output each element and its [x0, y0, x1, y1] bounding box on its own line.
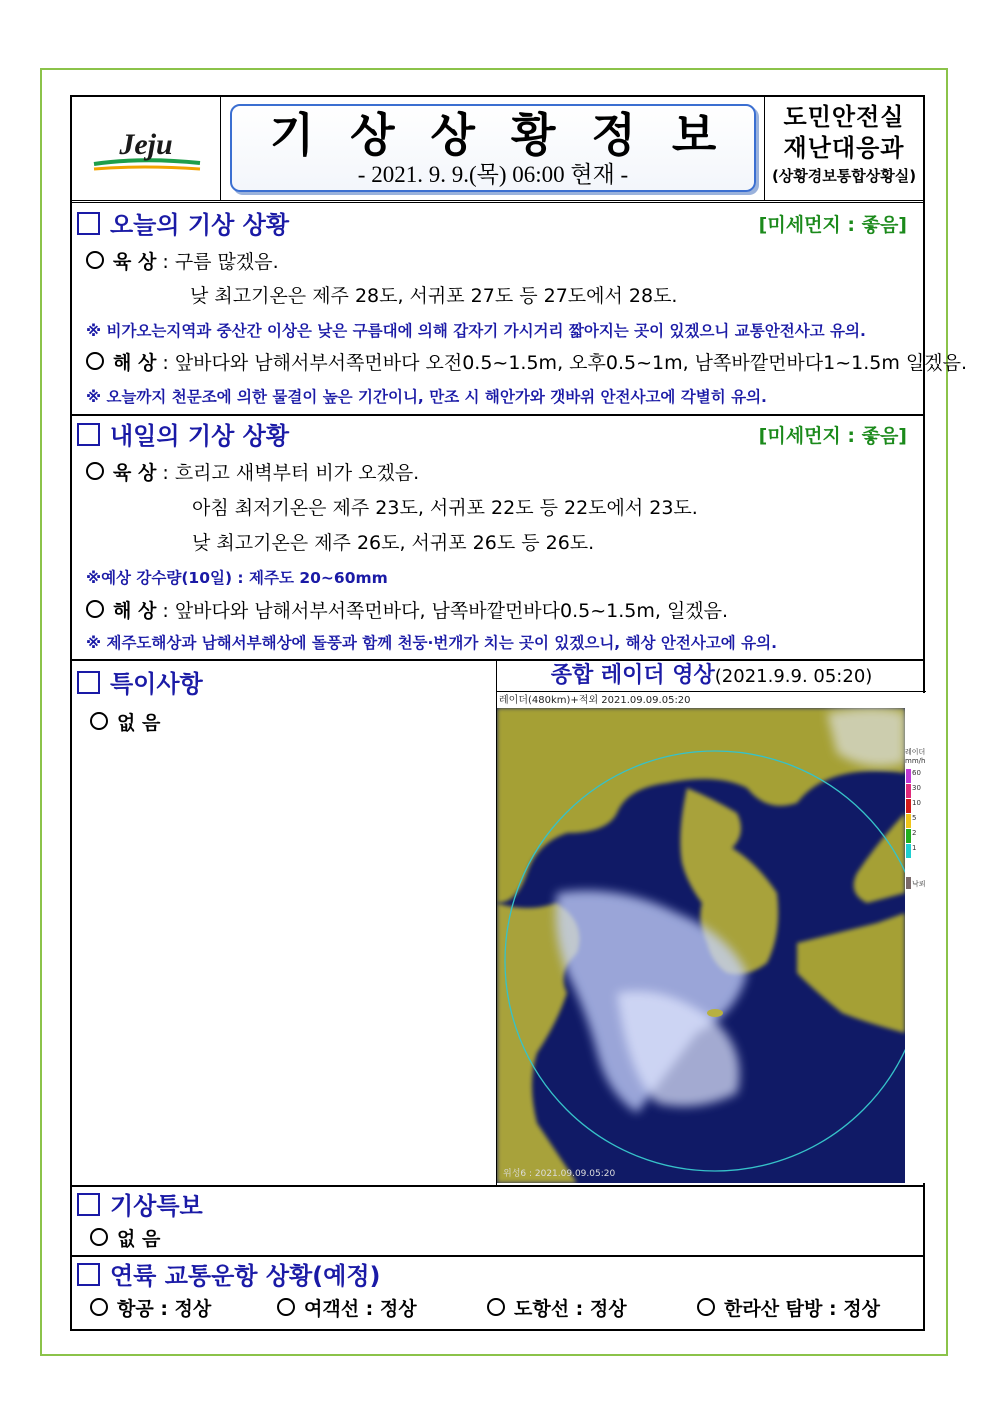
tomorrow-sea: 해 상 : 앞바다와 남해서부서쪽먼바다, 남쪽바깥먼바다0.5~1.5m, 일겠음. — [86, 597, 728, 625]
legend-value: 1 — [912, 844, 917, 852]
tomorrow-land-label: 육 상 — [113, 462, 157, 484]
report-header — [72, 97, 923, 203]
radar-panel — [496, 661, 926, 1185]
checkbox-icon — [77, 1193, 100, 1216]
legend-lightning: 낙뢰 — [912, 880, 926, 888]
warning-title-text: 기상특보 — [110, 1192, 203, 1220]
logo-text: Jeju — [119, 128, 173, 161]
special-item — [90, 709, 160, 737]
radar-legend — [905, 693, 926, 1183]
checkbox-icon — [77, 671, 100, 694]
checkbox-icon — [77, 212, 100, 235]
traffic-ferry-text: 여객선 : 정상 — [304, 1298, 417, 1320]
legend-swatch — [906, 769, 911, 783]
special-item-text: 없 음 — [117, 712, 161, 734]
traffic-section — [72, 1257, 923, 1329]
jeju-logo — [72, 97, 221, 200]
warning-item — [90, 1225, 160, 1253]
legend-value: 5 — [912, 814, 917, 822]
radar-title — [497, 661, 926, 692]
legend-swatch — [906, 877, 911, 889]
radar-image — [497, 693, 905, 1183]
traffic-ferry — [277, 1295, 417, 1323]
circle-bullet-icon — [487, 1298, 505, 1316]
legend-swatch — [906, 784, 911, 798]
special-title-text: 특이사항 — [110, 670, 203, 698]
traffic-title-text: 연륙 교통운항 상황(예정) — [110, 1262, 381, 1290]
tomorrow-title — [77, 421, 289, 451]
tomorrow-land-line3: 낮 최고기온은 제주 26도, 서귀포 26도 등 26도. — [192, 532, 595, 554]
legend-value: 10 — [912, 799, 921, 807]
tomorrow-rain-note: ※예상 강수량(10일) : 제주도 20~60mm — [86, 569, 388, 587]
jeju-logo-icon — [72, 97, 220, 200]
report-title: 기상상황정보 — [269, 109, 753, 161]
report-date: - 2021. 9. 9.(목) 06:00 현재 - — [357, 162, 629, 187]
circle-bullet-icon — [697, 1298, 715, 1316]
circle-bullet-icon — [277, 1298, 295, 1316]
legend-value: 60 — [912, 769, 921, 777]
today-title — [77, 210, 289, 240]
legend-value: 30 — [912, 784, 921, 792]
special-radar-section — [72, 661, 926, 1187]
checkbox-icon — [77, 1263, 100, 1286]
circle-bullet-icon — [86, 462, 104, 480]
today-sea: 해 상 : 앞바다와 남해서부서쪽먼바다 오전0.5~1.5m, 오후0.5~1m, 남쪽바깥먼바다1~1.5m 일겠음. — [86, 349, 967, 377]
today-land-label: 육 상 — [113, 251, 157, 273]
today-land-line1: 구름 많겠음. — [174, 251, 279, 273]
warning-item-text: 없 음 — [117, 1228, 161, 1250]
tomorrow-land-line1: 흐리고 새벽부터 비가 오겠음. — [174, 462, 420, 484]
traffic-title — [77, 1261, 381, 1291]
warning-section — [72, 1187, 923, 1257]
legend-swatch — [906, 799, 911, 813]
today-note2: ※ 오늘까지 천문조에 의한 물결이 높은 기간이니, 만조 시 해안가와 갯바위 안전사고에 각별히 유의. — [86, 388, 767, 406]
today-land-line2: 낮 최고기온은 제주 28도, 서귀포 27도 등 27도에서 28도. — [190, 285, 678, 307]
circle-bullet-icon — [86, 251, 104, 269]
title-cell — [222, 97, 762, 200]
tomorrow-land: 육 상 : 흐리고 새벽부터 비가 오겠음. — [86, 459, 419, 487]
circle-bullet-icon — [86, 352, 104, 370]
dept-division: 재난대응과 — [783, 134, 905, 162]
circle-bullet-icon — [86, 600, 104, 618]
today-dust: [미세먼지 : 좋음] — [758, 214, 907, 236]
warning-title — [77, 1191, 203, 1221]
traffic-island-ferry-text: 도항선 : 정상 — [514, 1298, 627, 1320]
today-sea-line: 앞바다와 남해서부서쪽먼바다 오전0.5~1.5m, 오후0.5~1m, 남쪽바깥먼바다1~1.5m 일겠음. — [174, 352, 968, 374]
traffic-air — [90, 1295, 211, 1323]
tomorrow-note: ※ 제주도해상과 남해서부해상에 돌풍과 함께 천둥·번개가 치는 곳이 있겠으니, 해상 안전사고에 유의. — [86, 634, 778, 652]
radar-bottom-label: 위성6 : 2021.09.09.05:20 — [503, 1169, 616, 1179]
circle-bullet-icon — [90, 1228, 108, 1246]
tomorrow-title-text: 내일의 기상 상황 — [110, 422, 289, 450]
tomorrow-dust: [미세먼지 : 좋음] — [758, 425, 907, 447]
checkbox-icon — [77, 423, 100, 446]
radar-title-text: 종합 레이더 영상 — [550, 663, 715, 688]
tomorrow-sea-label: 해 상 — [113, 600, 157, 622]
today-title-text: 오늘의 기상 상황 — [110, 211, 289, 239]
radar-date: (2021.9.9. 05:20) — [714, 666, 873, 687]
tomorrow-land-line2: 아침 최저기온은 제주 23도, 서귀포 22도 등 22도에서 23도. — [192, 497, 698, 519]
tomorrow-section — [72, 416, 923, 661]
legend-title: 레이더 — [905, 748, 926, 756]
traffic-air-text: 항공 : 정상 — [117, 1298, 212, 1320]
title-box — [230, 104, 756, 192]
dept-office: (상황경보통합상황실) — [771, 167, 917, 185]
traffic-hallasan-text: 한라산 탐방 : 정상 — [724, 1298, 880, 1320]
circle-bullet-icon — [90, 1298, 108, 1316]
dept-name: 도민안전실 — [783, 103, 905, 131]
radar-top-label: 레이더(480km)+적외 2021.09.09.05:20 — [497, 693, 905, 708]
department — [764, 97, 923, 200]
today-sea-label: 해 상 — [113, 352, 157, 374]
today-land: 육 상 : 구름 많겠음. — [86, 248, 279, 276]
weather-report — [70, 95, 968, 1331]
circle-bullet-icon — [90, 712, 108, 730]
legend-swatch — [906, 844, 911, 858]
legend-swatch — [906, 829, 911, 843]
legend-value: 2 — [912, 829, 917, 837]
radar-map — [497, 693, 905, 1183]
today-section — [72, 203, 968, 416]
traffic-island-ferry — [487, 1295, 627, 1323]
tomorrow-sea-line: 앞바다와 남해서부서쪽먼바다, 남쪽바깥먼바다0.5~1.5m, 일겠음. — [174, 600, 729, 622]
today-note1: ※ 비가오는지역과 중산간 이상은 낮은 구름대에 의해 갑자기 가시거리 짧아지는 곳이 있겠으니 교통안전사고 유의. — [86, 322, 866, 340]
traffic-hallasan — [697, 1295, 880, 1323]
special-title — [77, 669, 203, 699]
legend-unit: mm/h — [905, 757, 926, 765]
legend-swatch — [906, 814, 911, 828]
